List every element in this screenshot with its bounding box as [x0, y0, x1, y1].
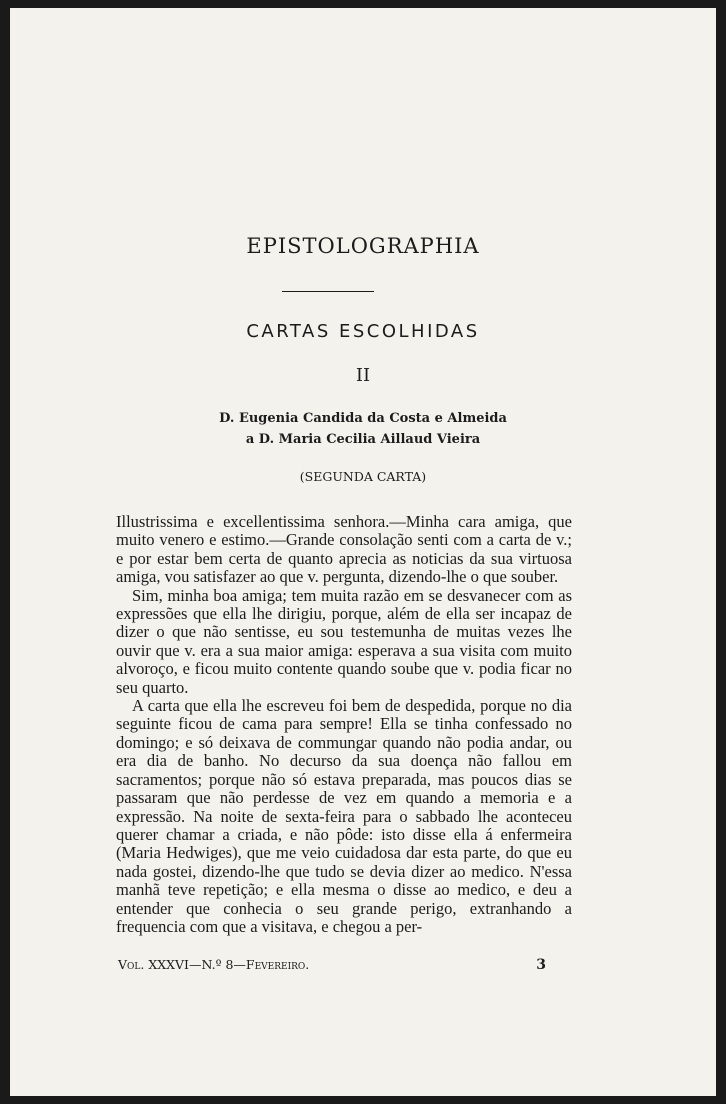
roman-numeral: II [355, 365, 371, 386]
volume-line: Vol. XXXVI—N.º 8—Fevereiro. [118, 957, 310, 972]
letter-body [116, 513, 572, 936]
paragraph: Sim, minha boa amiga; tem muita razão em se desvanecer com as expressões que ella lhe dirigiu, porque, além de ella ser incapaz de dizer o que não sentisse, eu sou testemunha de muitas vezes lhe ouvir que v. era a sua maior amiga: esperava a sua visita com muito alvoroço, e ficou muito contente quando soube que v. podia ficar no seu quarto. [116, 585, 572, 697]
paragraph: Illustrissima e excellentissima senhora.—Minha cara amiga, que muito venero e estimo.—Grande consolação senti com a carta de v.; e por estar bem certa de quanto aprecia as noticias da sua virtuosa amiga, vou satisfazer ao que v. pergunta, dizendo-lhe o que souber. [116, 512, 572, 587]
recipient-line: a D. Maria Cecilia Aillaud Vieira [245, 432, 481, 447]
page-footer [118, 957, 546, 973]
subtitle: CARTAS ESCOLHIDAS [246, 321, 480, 342]
letter-number: (SEGUNDA CARTA) [299, 469, 427, 484]
title-rule [282, 291, 374, 292]
paragraph: A carta que ella lhe escreveu foi bem de despedida, porque no dia seguinte ficou de cama para sempre! Ella se tinha confessado no domingo; e só deixava de commungar quando não podia andar, ou era dia de banho. No decurso da sua doença não fallou em sacramentos; porque não só estava preparada, mas poucos dias se passaram que não perdesse de vez em quando a memoria e a expressão. Na noite de sexta-feira para o sabbado lhe aconteceu querer chamar a criada, e não pôde: isto disse ella á enfermeira (Maria Hedwiges), que me veio cuidadosa dar esta parte, do que eu nada gostei, dizendo-lhe que tudo se devia dizer ao medico. N'essa manhã teve repetição; e ella mesma o disse ao medico, e deu a entender que conhecia o seu grande perigo, extranhando a frequencia com que a visitava, e chegou a per- [116, 696, 572, 936]
page-number: 3 [536, 957, 546, 973]
section-title: EPISTOLOGRAPHIA [246, 234, 480, 258]
book-page [10, 8, 716, 1096]
sender-line: D. Eugenia Candida da Costa e Almeida [219, 411, 507, 426]
